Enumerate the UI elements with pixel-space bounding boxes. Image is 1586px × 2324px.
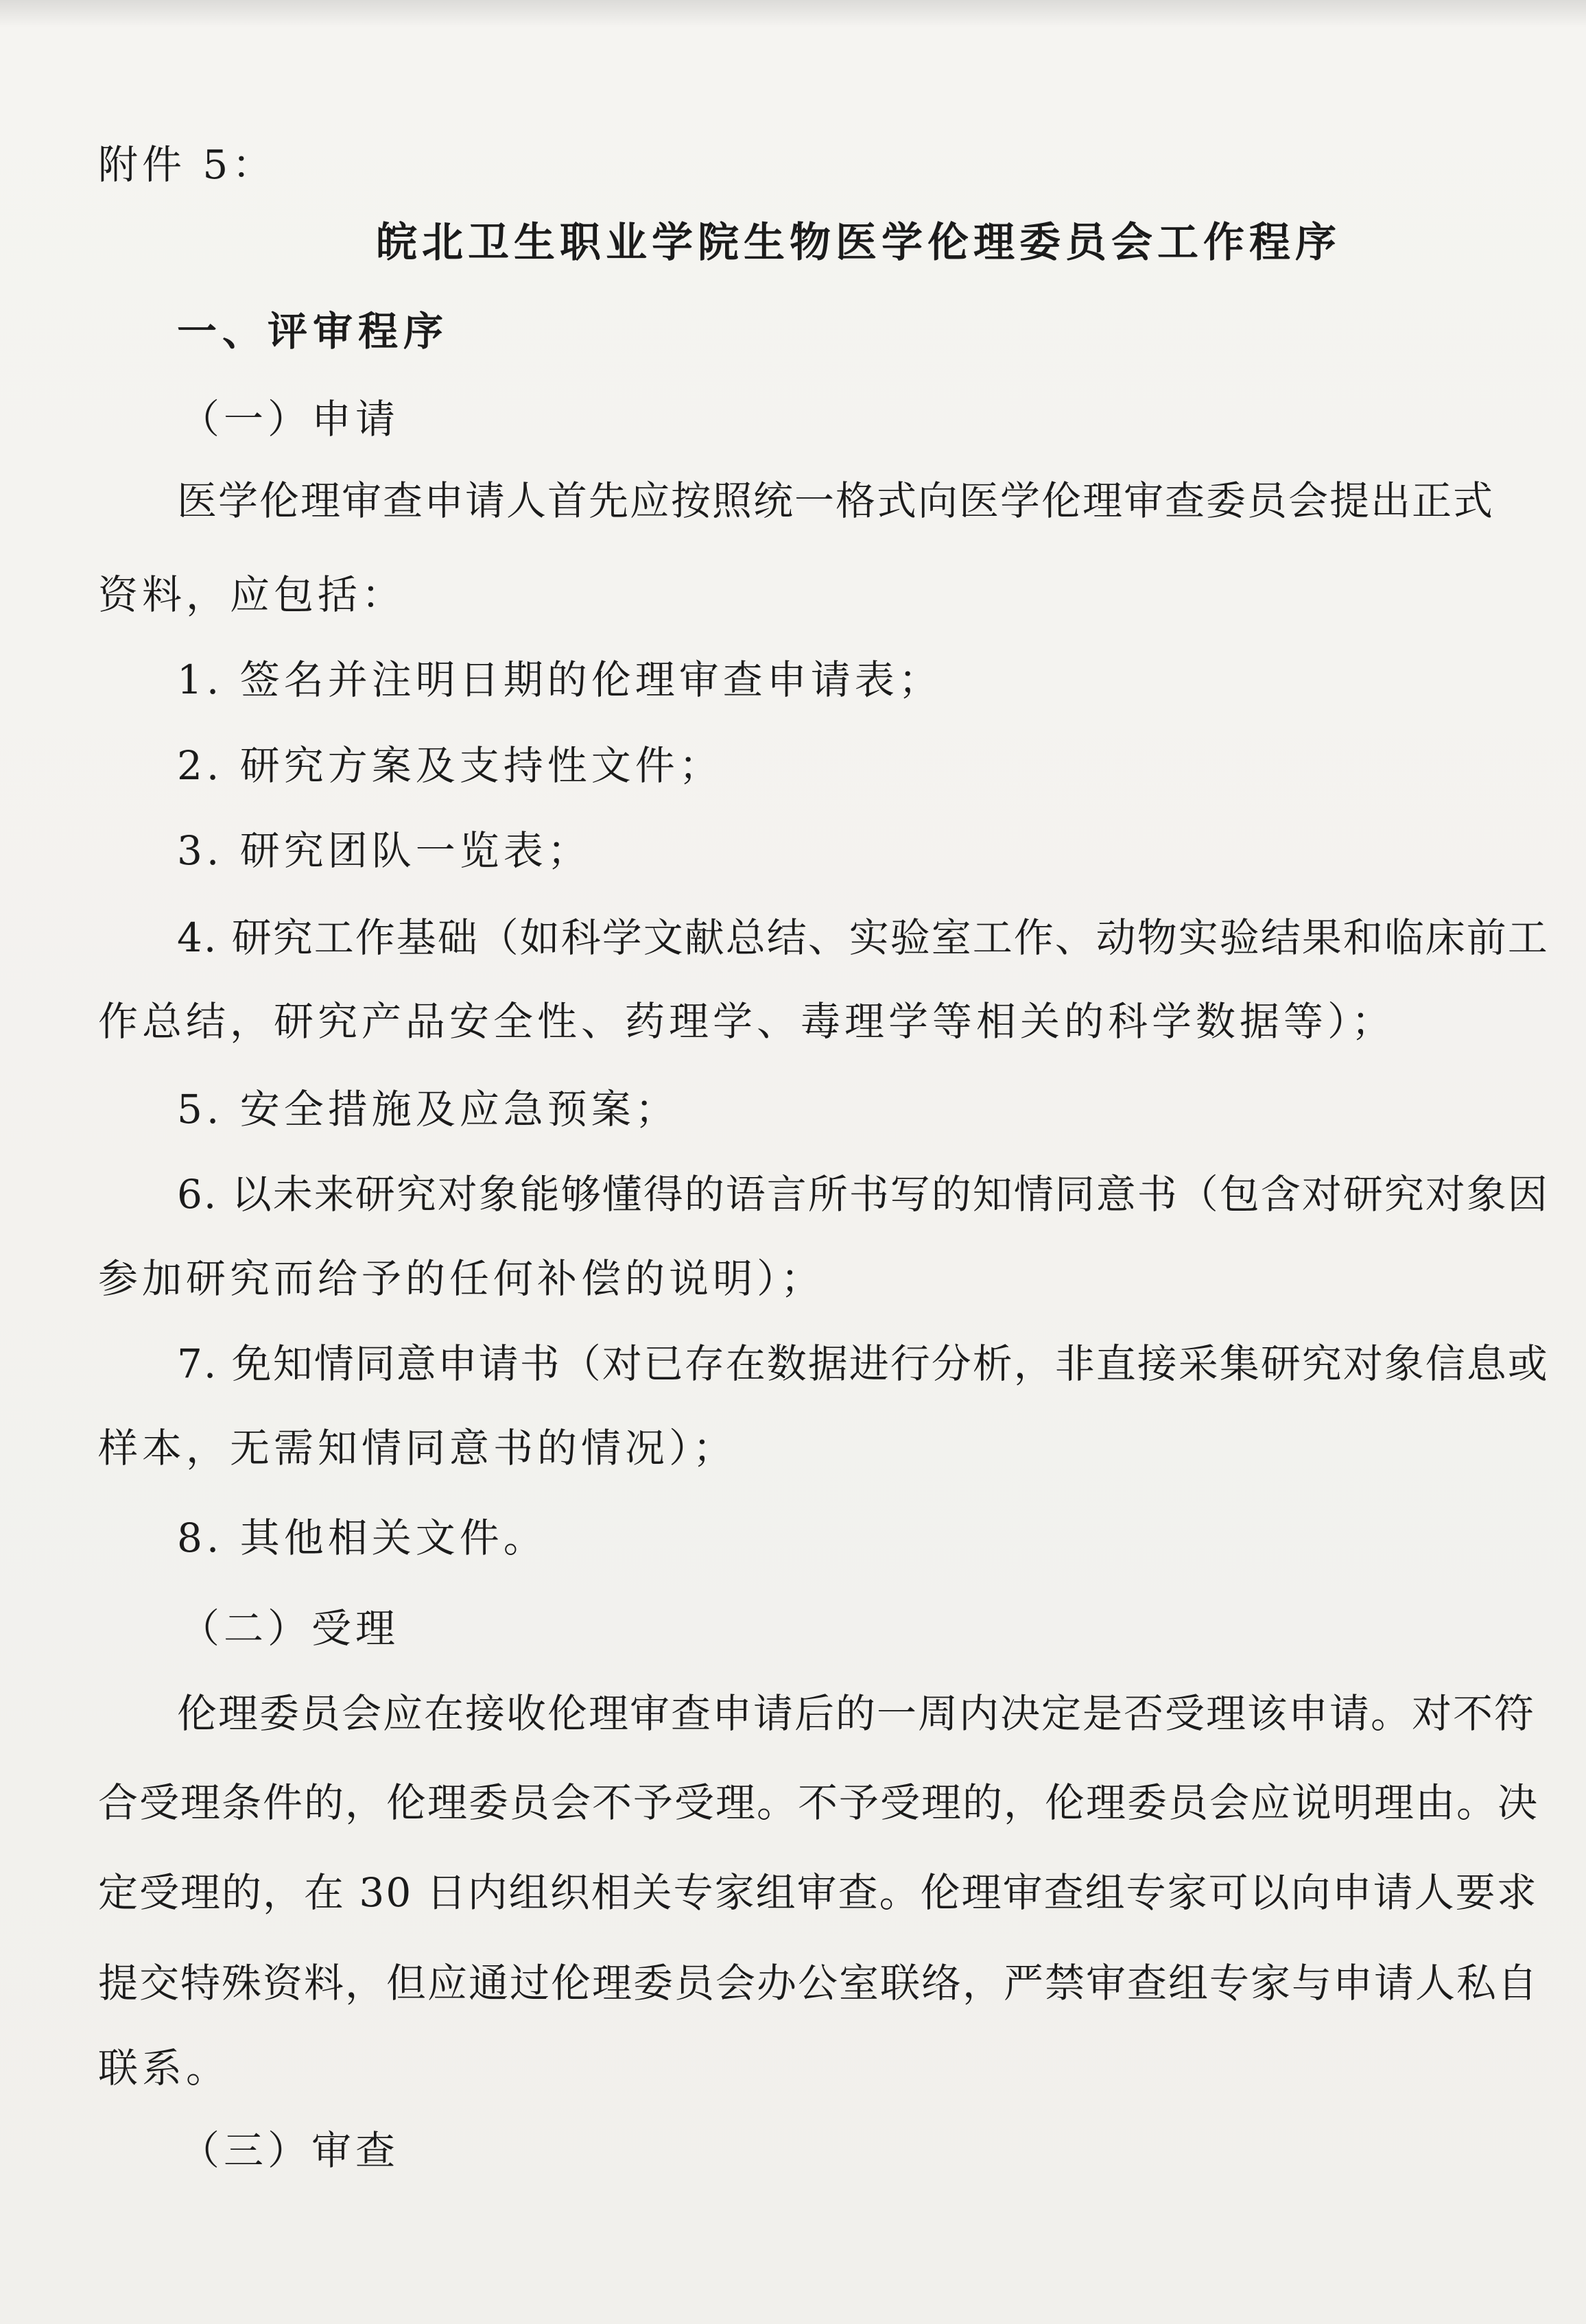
attachment-label: 附件 5： [98, 141, 276, 188]
document-title: 皖北卫生职业学院生物医学伦理委员会工作程序 [376, 219, 1341, 267]
acceptance-line-1: 伦理委员会应在接收伦理审查申请后的一周内决定是否受理该申请。对不符 [177, 1690, 1536, 1737]
list-item-3: 3. 研究团队一览表； [177, 827, 591, 874]
page-edge-shadow [0, 0, 1586, 27]
list-item-6-line-1: 6. 以未来研究对象能够懂得的语言所书写的知情同意书（包含对研究对象因 [177, 1171, 1549, 1218]
subsection-heading-review: （三）审查 [180, 2127, 400, 2174]
list-item-7-line-1: 7. 免知情同意申请书（对已存在数据进行分析，非直接采集研究对象信息或 [177, 1340, 1549, 1387]
acceptance-line-2: 合受理条件的，伦理委员会不予受理。不予受理的，伦理委员会应说明理由。决 [98, 1779, 1539, 1826]
intro-line-2: 资料，应包括： [98, 571, 406, 618]
acceptance-line-4: 提交特殊资料，但应通过伦理委员会办公室联络，严禁审查组专家与申请人私自 [98, 1960, 1539, 2006]
subsection-heading-application: （一）申请 [180, 396, 400, 442]
list-item-8: 8. 其他相关文件。 [177, 1515, 547, 1561]
acceptance-line-3: 定受理的，在 30 日内组织相关专家组审查。伦理审查组专家可以向申请人要求 [98, 1869, 1538, 1916]
list-item-4-line-2: 作总结，研究产品安全性、药理学、毒理学等相关的科学数据等）； [98, 998, 1396, 1045]
list-item-4-line-1: 4. 研究工作基础（如科学文献总结、实验室工作、动物实验结果和临床前工 [177, 914, 1549, 961]
section-heading-review-procedure: 一、评审程序 [177, 308, 449, 355]
acceptance-line-5: 联系。 [98, 2045, 230, 2091]
list-item-7-line-2: 样本，无需知情同意书的情况）； [98, 1425, 737, 1471]
intro-line-1: 医学伦理审查申请人首先应按照统一格式向医学伦理审查委员会提出正式 [177, 477, 1495, 524]
subsection-heading-acceptance: （二）受理 [180, 1605, 400, 1652]
list-item-1: 1. 签名并注明日期的伦理审查申请表； [177, 656, 943, 703]
list-item-6-line-2: 参加研究而给予的任何补偿的说明）； [98, 1255, 825, 1302]
list-item-5: 5. 安全措施及应急预案； [177, 1086, 679, 1133]
list-item-2: 2. 研究方案及支持性文件； [177, 742, 723, 789]
